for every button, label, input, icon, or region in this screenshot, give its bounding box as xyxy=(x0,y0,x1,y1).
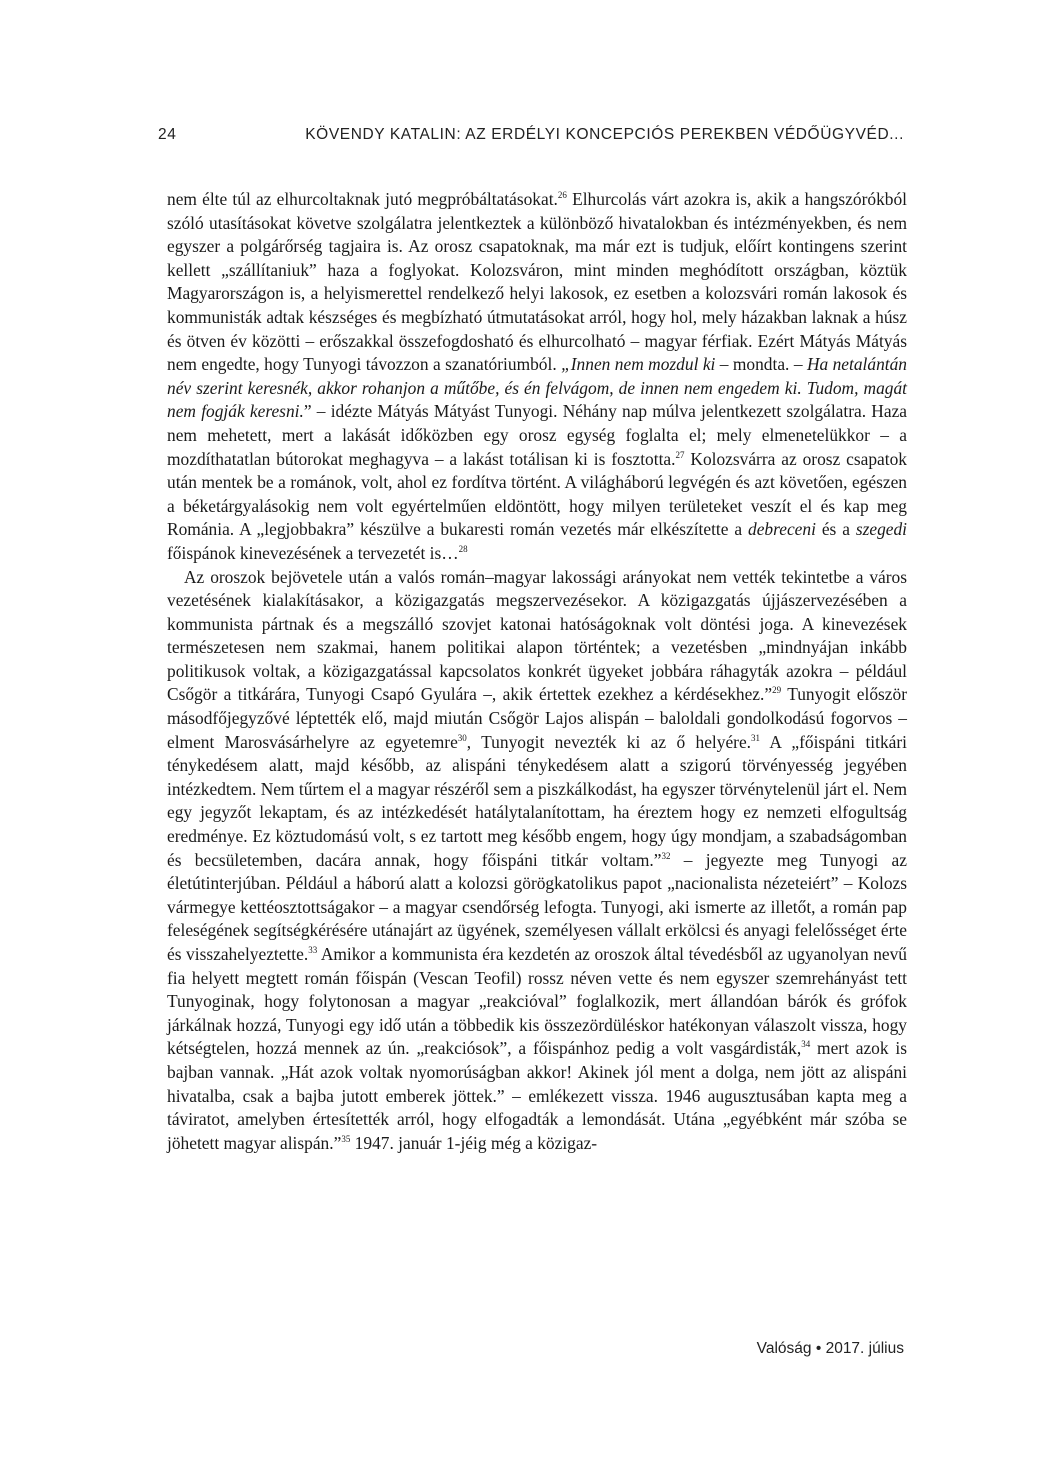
paragraph xyxy=(167,188,907,566)
italic-quote: „Innen nem mozdul ki xyxy=(561,354,716,375)
running-title: KÖVENDY KATALIN: AZ ERDÉLYI KONCEPCIÓS PEREKBEN VÉDŐÜGYVÉD... xyxy=(305,126,904,143)
footnote-ref[interactable]: 31 xyxy=(751,732,761,743)
article-body xyxy=(167,188,907,1155)
footnote-ref[interactable]: 33 xyxy=(308,945,318,956)
footnote-ref[interactable]: 26 xyxy=(557,190,567,201)
text-run: – mondta. – xyxy=(715,354,807,375)
paragraph xyxy=(167,566,907,1156)
footnote-ref[interactable]: 28 xyxy=(458,544,468,555)
text-run: Az oroszok bejövetele után a valós román–magyar lakossági arányokat nem vették tekintetbe a város vezetésének kialakításakor, a közigazgatás megszervezésekor. A közigazgatás újjászervezésében a kommunista pártnak és a megszálló szovjet katonai hatóságoknak volt döntési joga. A kinevezések természetesen nem szakmai, hanem politikai alapon történtek; a vezetésben „mindnyájan inkább politikusok voltak, a közigazgatással kapcsolatos konkrét ügyeket jobbára ráhagyták azokra – például Csőgör a titkárára, Tunyogi Csapó Gyulára –, akik értettek ezekhez a kérdésekhez.” xyxy=(167,566,907,705)
footnote-ref[interactable]: 27 xyxy=(675,449,685,460)
footnote-ref[interactable]: 34 xyxy=(801,1039,811,1050)
text-run: Amikor a kommunista éra kezdetén az oroszok által tévedésből az ugyanolyan nevű fia helyett megtett román főispán (Vescan Teofil) rossz néven vette és nem egyszer szemrehányást tett Tunyoginak, hogy folytonosan a magyar „reakcióval” foglalkozik, mert állandóan bárók és grófok járkálnak hozzá, Tunyogi egy idő után a többedik kis összezördüléskor hatékonyan válaszolt vissza, hogy kétségtelen, hozzá mennek az ún. „reakciósok”, a főispánhoz pedig a volt vasgárdisták, xyxy=(167,944,907,1059)
italic-term: szegedi xyxy=(855,519,908,540)
running-head xyxy=(158,126,904,144)
footer-source: Valóság • 2017. július xyxy=(756,1340,904,1357)
footnote-ref[interactable]: 30 xyxy=(457,732,467,743)
text-run: – jegyezte meg Tunyogi az életútinterjúban. Például a háború alatt a kolozsi görögkatolikus papot „nacionalista nézeteiért” – Kolozs vármegye kettéosztottságakor – a magyar csendőrség lefogta. Tunyogi, aki ismerte az illetőt, a román pap feleségének segítségkérésére utánajárt az ügyének, személyesen vállalt erkölcsi és anyagi felelősséget érte és visszahelyeztette. xyxy=(167,849,907,964)
italic-term: debreceni xyxy=(748,519,816,540)
text-run: , Tunyogit nevezték ki az ő helyére. xyxy=(466,731,752,752)
text-run: Kolozsvárra az orosz csapatok után mentek be a románok, volt, ahol ez fordítva történt. A világháború legvégén és azt követően, egészen a béketárgyalásokig nem volt egyértelműen eldöntött, hogy milyen területeket veszít el és kap meg Románia. A „legjobbakra” készülve a bukaresti román vezetés már elkészítette a xyxy=(167,448,907,540)
text-run: nem élte túl az elhurcoltaknak jutó megpróbáltatásokat. xyxy=(167,189,558,209)
text-run: Elhurcolás várt azokra is, akik a hangszórókból szóló utasításokat követve szolgálatra jelentkeztek a különböző hivatalokban és intézményekben, és nem egyszer a polgárőrség tagjaira is. Az orosz csapatoknak, ma már ezt is tudjuk, előírt kontingens szerint kellett „szállítaniuk” haza a foglyokat. Kolozsváron, mint minden meghódított országban, köztük Magyarországon is, a helyismerettel rendelkező helyi lakosok, ez esetben a kolozsvári román lakosok és kommunisták adtak készséges és megbízható útmutatásokat arról, hogy hol, mely házakban laknak a húsz és ötven év közötti – erőszakkal összefogdosható és elhurcolható – magyar férfiak. Ezért Mátyás Mátyás nem engedte, hogy Tunyogi távozzon a szanatóriumból. xyxy=(167,189,907,375)
text-run: mert azok is bajban vannak. „Hát azok voltak nyomorúságban akkor! Akinek jól ment a dolga, nem jött az alispáni hivatalba, csak a bajba jutott emberek jöttek.” – emlékezett vissza. 1946 augusztusában kapta meg a táviratot, amelyben értesítették arról, hogy elfogadták a lemondását. Utána „egyébként már szóba se jöhetett magyar alispán.” xyxy=(167,1038,908,1153)
footnote-ref[interactable]: 29 xyxy=(772,685,782,696)
italic-quote: Ha netalántán név szerint keresnék, akkor rohanjon a műtőbe, és én felvágom, de innen nem engedem ki. Tudom, magát nem fogják keresni. xyxy=(167,354,907,422)
page-number: 24 xyxy=(158,126,177,143)
text-run: főispánok kinevezésének a tervezetét is… xyxy=(167,542,459,563)
text-run: ” – idézte Mátyás Mátyást Tunyogi. Néhány nap múlva jelentkezett szolgálatra. Haza nem mehetett, mert a lakását időközben egy orosz egység foglalta el; mely elmenetelükkor – a mozdíthatatlan bútorokat meghagyva – a lakást totálisan ki is fosztotta. xyxy=(167,401,908,469)
footnote-ref[interactable]: 35 xyxy=(341,1133,351,1144)
text-run: A „főispáni titkári ténykedésem alatt, majd később, az alispáni ténykedésem alatt a szigorú törvényesség jegyében intézkedtem. Nem tűrtem el a magyar részéről sem a piszkálkodást, ha egyszer törvénytelenül járt el. Nem egy jegyzőt lekaptam, és az intézkedését hatálytalanítottam, ha éreztem hogy ez nemzeti elfogultság eredménye. Ez köztudomású volt, s ez tartott meg később engem, hogy úgy mondjam, a szabadságomban és becsületemben, dacára annak, hogy főispáni titkár voltam.” xyxy=(167,731,907,870)
text-run: és a xyxy=(815,519,856,540)
text-run: Tunyogit először másodfőjegyzővé léptették elő, majd miután Csőgör Lajos alispán – baloldali gondolkodású fogorvos – elment Marosvásárhelyre az egyetemre xyxy=(167,684,907,752)
text-run: 1947. január 1-jéig még a közigaz- xyxy=(350,1132,598,1153)
footnote-ref[interactable]: 32 xyxy=(661,850,671,861)
